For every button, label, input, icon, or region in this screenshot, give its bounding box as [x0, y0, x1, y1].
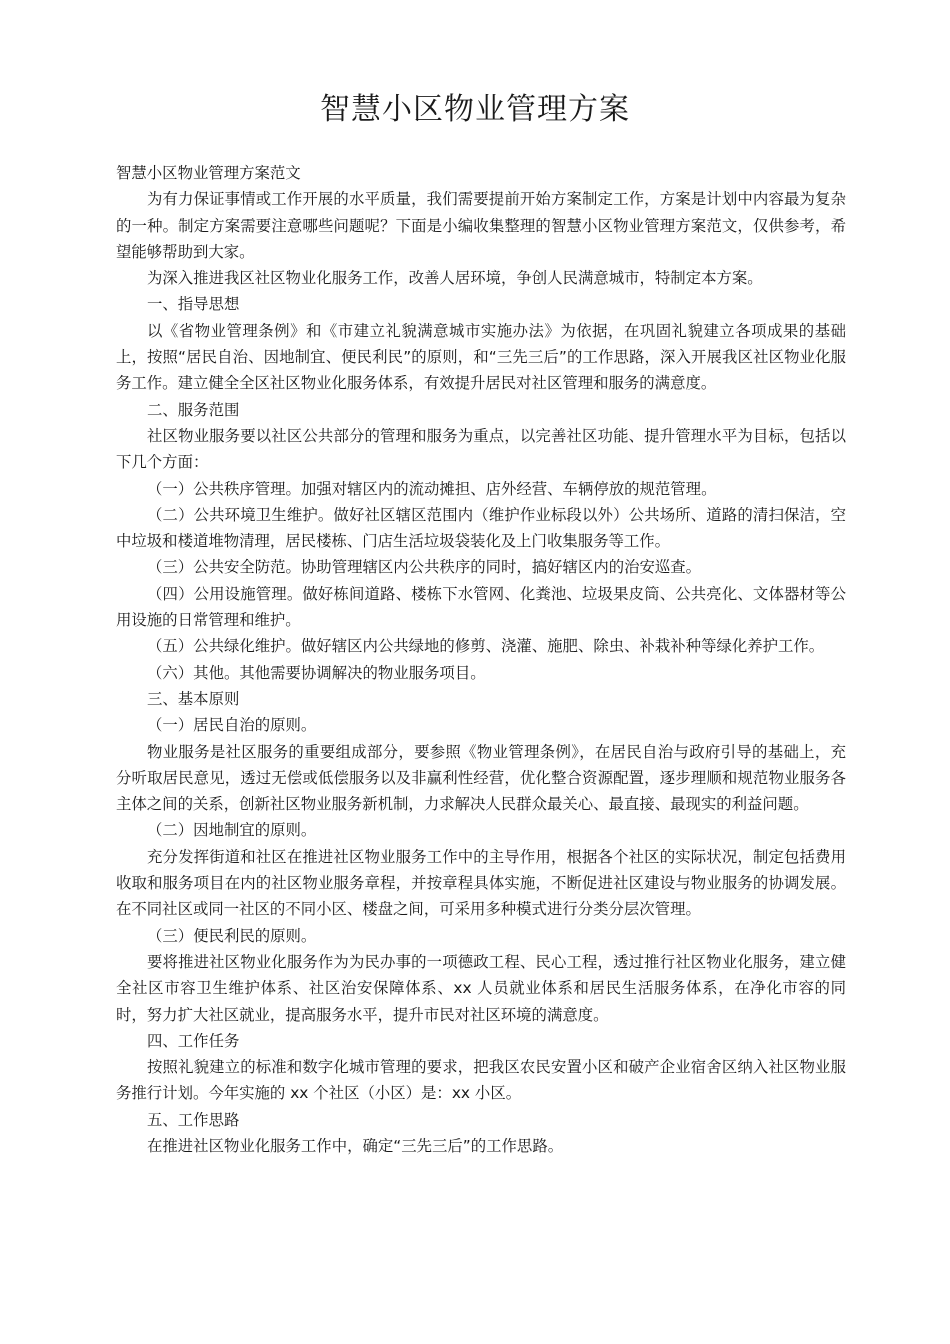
document-paragraph: 三、基本原则: [147, 689, 240, 708]
document-title: 智慧小区物业管理方案: [320, 92, 630, 127]
document-paragraph: 一、指导思想: [147, 295, 240, 314]
document-paragraph: 为有力保证事情或工作开展的水平质量，我们需要提前开始方案制定工作，方案是计划中内容最为复杂的一种。制定方案需要注意哪些问题呢？下面是小编收集整理的智慧小区物业管理方案范文，仅供参考，希望能够帮助到大家。: [116, 190, 846, 261]
document-paragraph: 四、工作任务: [147, 1031, 240, 1050]
document-body: [116, 160, 846, 1159]
document-paragraph: （二）公共环境卫生维护。做好社区辖区范围内（维护作业标段以外）公共场所、道路的清扫保洁，空中垃圾和楼道堆物清理，居民楼栋、门店生活垃圾袋装化及上门收集服务等工作。: [116, 505, 846, 551]
document-paragraph: 以《省物业管理条例》和《市建立礼貌满意城市实施办法》为依据，在巩固礼貌建立各项成果的基础上，按照“居民自治、因地制宜、便民利民”的原则，和“三先三后”的工作思路，深入开展我区社区物业化服务工作。建立健全全区社区物业化服务体系，有效提升居民对社区管理和服务的满意度。: [116, 321, 846, 393]
document-paragraph: 社区物业服务要以社区公共部分的管理和服务为重点，以完善社区功能、提升管理水平为目标，包括以下几个方面：: [116, 426, 846, 472]
document-paragraph: 二、服务范围: [147, 400, 240, 419]
document-paragraph: 为深入推进我区社区物业化服务工作，改善人居环境，争创人民满意城市，特制定本方案。: [147, 269, 763, 288]
document-paragraph: 要将推进社区物业化服务作为为民办事的一项德政工程、民心工程，透过推行社区物业化服务，建立健全社区市容卫生维护体系、社区治安保障体系、xx 人员就业体系和居民生活服务体系，在净化市容的同时，努力扩大社区就业，提高服务水平，提升市民对社区环境的满意度。: [116, 952, 846, 1024]
document-paragraph: （四）公用设施管理。做好栋间道路、楼栋下水管网、化粪池、垃圾果皮筒、公共亮化、文体器材等公用设施的日常管理和维护。: [116, 584, 846, 630]
document-paragraph: （三）公共安全防范。协助管理辖区内公共秩序的同时，搞好辖区内的治安巡查。: [147, 558, 702, 577]
document-paragraph: （一）公共秩序管理。加强对辖区内的流动摊担、店外经营、车辆停放的规范管理。: [147, 479, 717, 498]
document-paragraph: （一）居民自治的原则。: [147, 716, 317, 735]
document-paragraph: （三）便民利民的原则。: [147, 926, 317, 945]
document-paragraph: 五、工作思路: [147, 1110, 240, 1129]
document-paragraph: 按照礼貌建立的标准和数字化城市管理的要求，把我区农民安置小区和破产企业宿舍区纳入社区物业服务推行计划。今年实施的 xx 个社区（小区）是：xx 小区。: [116, 1058, 846, 1103]
document-paragraph: （二）因地制宜的原则。: [147, 821, 317, 840]
document-paragraph: 物业服务是社区服务的重要组成部分，要参照《物业管理条例》，在居民自治与政府引导的基础上，充分听取居民意见，透过无偿或低偿服务以及非赢利性经营，优化整合资源配置，逐步理顺和规范物业服务各主体之间的关系，创新社区物业服务新机制，力求解决人民群众最关心、最直接、最现实的利益问题。: [116, 742, 846, 814]
document-paragraph: 在推进社区物业化服务工作中，确定“三先三后”的工作思路。: [147, 1136, 564, 1155]
document-paragraph: （五）公共绿化维护。做好辖区内公共绿地的修剪、浇灌、施肥、除虫、补栽补种等绿化养护工作。: [147, 637, 825, 656]
document-paragraph: （六）其他。其他需要协调解决的物业服务项目。: [147, 663, 486, 682]
document-paragraph: 智慧小区物业管理方案范文: [116, 164, 301, 182]
document-paragraph: 充分发挥街道和社区在推进社区物业服务工作中的主导作用，根据各个社区的实际状况，制定包括费用收取和服务项目在内的社区物业服务章程，并按章程具体实施，不断促进社区建设与物业服务的协调发展。在不同社区或同一社区的不同小区、楼盘之间，可采用多种模式进行分类分层次管理。: [116, 847, 846, 919]
